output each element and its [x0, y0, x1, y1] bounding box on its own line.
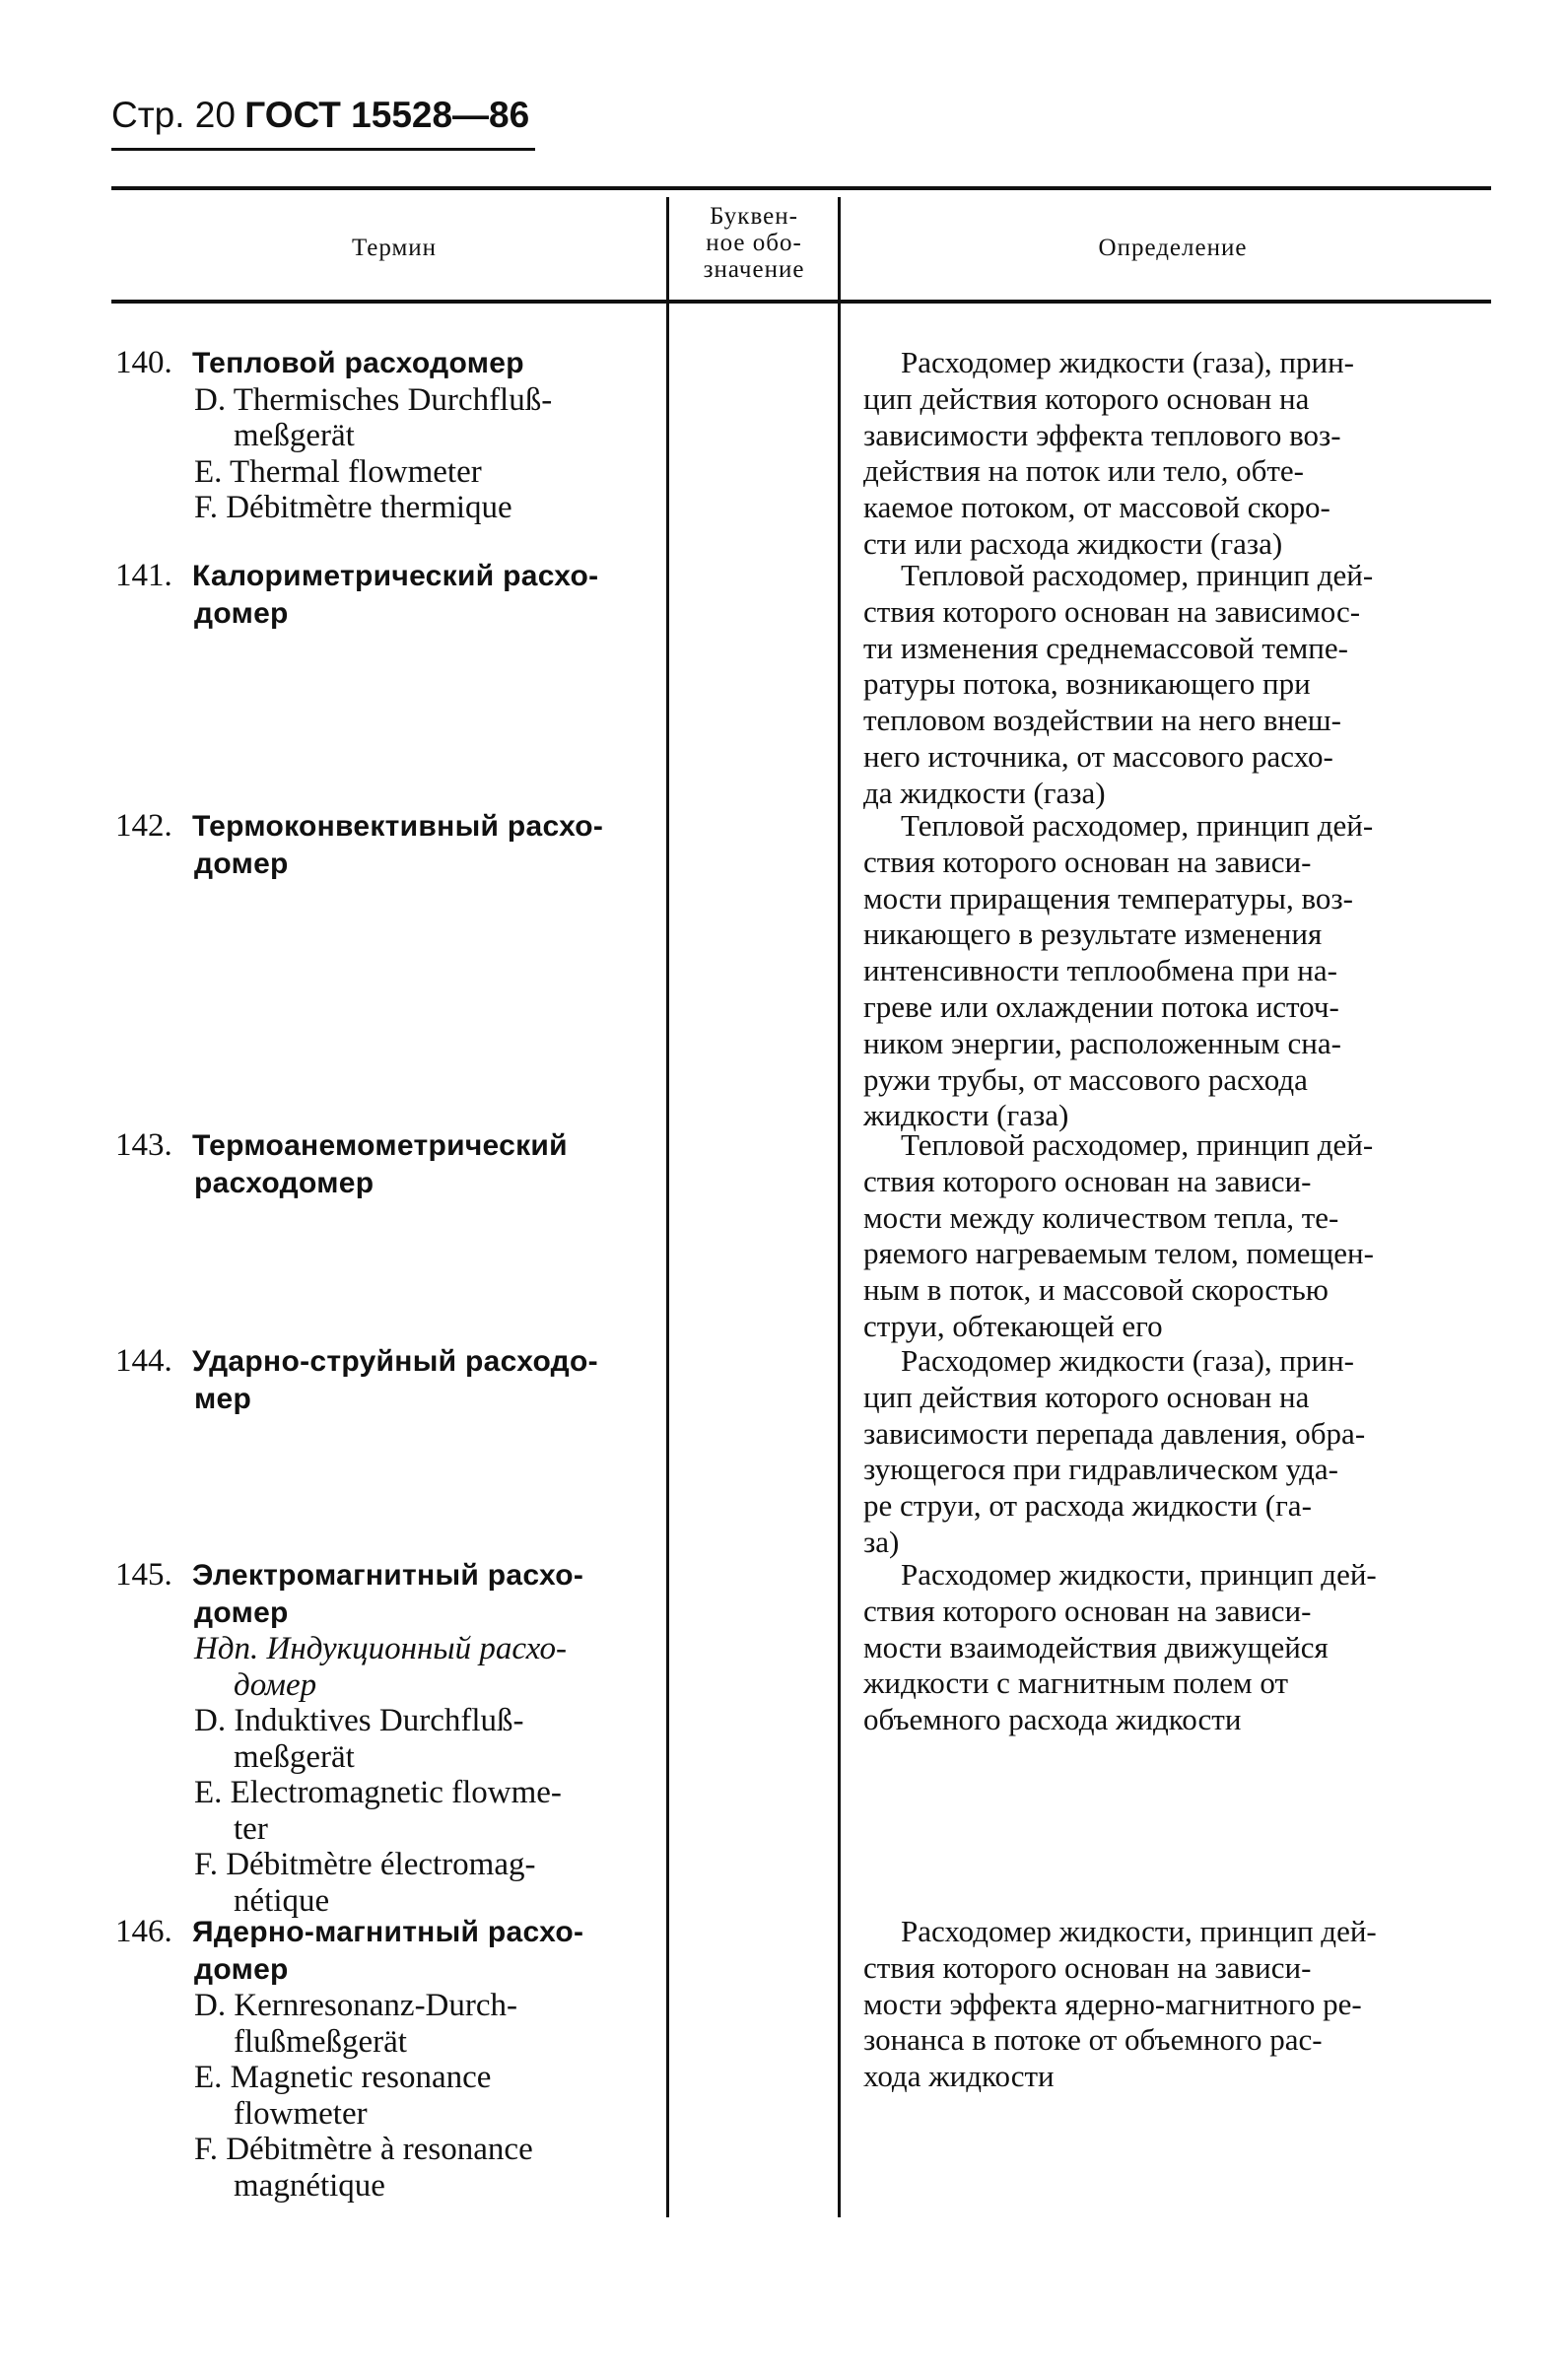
column-header-definition: Определение	[1098, 235, 1248, 261]
standard-code: ГОСТ 15528—86	[244, 95, 530, 135]
term-fr: F. Débitmètre à resonance	[194, 2132, 533, 2167]
definition-line: зонанса в потоке от объемного рас-	[863, 2022, 1323, 2058]
term-142	[115, 808, 657, 882]
definition-line: ствия которого основан на зависи-	[863, 1163, 1312, 1198]
definition-line: ным в поток, и массовой скоростью	[863, 1272, 1329, 1308]
term-145	[115, 1557, 657, 1919]
term-number: 146.	[115, 1914, 172, 1949]
term-140	[115, 345, 657, 526]
definition-line: ником энергии, расположенным сна-	[863, 1025, 1341, 1060]
term-number: 145.	[115, 1557, 172, 1593]
term-text-line	[115, 1381, 657, 1418]
definition-line: греве или охлаждении потока источ-	[863, 988, 1339, 1024]
term-text-line: домер	[194, 847, 289, 880]
definition-140	[863, 345, 1504, 563]
term-text-line	[115, 846, 657, 883]
definition-line: зависимости эффекта теплового воз-	[863, 417, 1341, 452]
term-name: Калориметрический расхо-	[192, 560, 599, 592]
definition-line: никающего в результате изменения	[863, 916, 1323, 952]
term-text-line: flußmeßgerät	[234, 2023, 407, 2060]
term-text-line: домер	[194, 596, 289, 630]
definition-line: Тепловой расходомер, принцип дей-	[901, 808, 1374, 843]
page-number: Стр. 20	[111, 95, 236, 135]
definition-line: мости взаимодействия движущейся	[863, 1629, 1329, 1664]
term-name: Термоконвективный расхо-	[192, 810, 604, 843]
term-name: Тепловой расходомер	[192, 347, 524, 379]
definition-142	[863, 808, 1504, 1134]
definition-line: него источника, от массового расхо-	[863, 738, 1333, 774]
definition-line: объемного расхода жидкости	[863, 1702, 1242, 1737]
definition-line: ратуры потока, возникающего при	[863, 666, 1311, 702]
term-text-line	[115, 1951, 657, 1989]
term-text-line	[115, 595, 657, 633]
term-text-line: мер	[194, 1382, 252, 1415]
term-name: Термоанемометрический	[192, 1129, 568, 1162]
term-text-line: flowmeter	[234, 2095, 368, 2132]
term-143	[115, 1127, 657, 1201]
definition-line: цип действия которого основан на	[863, 380, 1310, 416]
definition-141	[863, 558, 1504, 812]
definition-line: Расходомер жидкости (газа), прин-	[901, 345, 1354, 379]
term-en: E. Electromagnetic flowme-	[194, 1775, 562, 1810]
definition-line: мости приращения температуры, воз-	[863, 880, 1353, 916]
definition-line: ствия которого основан на зависи-	[863, 1949, 1312, 1985]
definition-line: за)	[863, 1524, 900, 1559]
term-de: D. Thermisches Durchfluß-	[194, 381, 553, 418]
definition-line: Тепловой расходомер, принцип дей-	[901, 558, 1374, 592]
definition-line: сти или расхода жидкости (газа)	[863, 525, 1283, 561]
term-141	[115, 558, 657, 632]
definition-line: интенсивности теплообмена при на-	[863, 953, 1337, 988]
term-en: E. Magnetic resonance	[194, 2060, 492, 2095]
definition-line: Расходомер жидкости (газа), прин-	[901, 1343, 1354, 1378]
definition-145	[863, 1557, 1504, 1738]
term-fr: F. Débitmètre électromag-	[194, 1847, 536, 1882]
definition-line: Расходомер жидкости, принцип дей-	[901, 1914, 1377, 1948]
definition-line: мости эффекта ядерно-магнитного ре-	[863, 1986, 1362, 2021]
term-number: 143.	[115, 1127, 172, 1163]
definition-line: ре струи, от расхода жидкости (га-	[863, 1488, 1312, 1524]
definition-line: тепловом воздействии на него внеш-	[863, 703, 1341, 738]
term-text-line: ter	[234, 1810, 268, 1847]
term-text-line: nétique	[234, 1882, 330, 1919]
header-rule	[111, 148, 535, 151]
column-header-term: Термин	[351, 235, 438, 261]
term-number: 141.	[115, 558, 172, 593]
term-text-line: домер	[194, 1952, 289, 1986]
term-de: D. Kernresonanz-Durch-	[194, 1988, 518, 2023]
table-header-rule	[111, 300, 1491, 304]
term-de-cont: meßgerät	[234, 418, 355, 453]
definition-146	[863, 1914, 1504, 2095]
definition-line: струи, обтекающей его	[863, 1308, 1163, 1343]
definition-line: ствия которого основан на зависимос-	[863, 593, 1361, 629]
term-text-line: meßgerät	[234, 1738, 355, 1775]
definition-line: цип действия которого основан на	[863, 1379, 1310, 1414]
term-144	[115, 1343, 657, 1417]
term-number: 140.	[115, 345, 172, 380]
definition-line: мости между количеством тепла, те-	[863, 1199, 1339, 1235]
definition-line: Расходомер жидкости, принцип дей-	[901, 1557, 1377, 1592]
definition-line: ствия которого основан на зависи-	[863, 1593, 1312, 1628]
definition-line: жидкости с магнитным полем от	[863, 1665, 1289, 1701]
page-header	[111, 95, 529, 137]
definition-143	[863, 1127, 1504, 1345]
definition-line: ти изменения среднемассовой темпе-	[863, 630, 1348, 665]
definition-line: ряемого нагреваемым телом, помещен-	[863, 1236, 1374, 1271]
term-text-line	[115, 1165, 657, 1202]
term-number: 142.	[115, 808, 172, 844]
term-text-line: magnétique	[234, 2167, 385, 2204]
term-name: Ударно-струйный расходо-	[192, 1345, 598, 1378]
term-fr: F. Débitmètre thermique	[194, 490, 512, 525]
term-text-line: домер	[194, 1595, 289, 1629]
definition-144	[863, 1343, 1504, 1561]
term-name: Электромагнитный расхо-	[192, 1559, 584, 1592]
definition-line: ружи трубы, от массового расхода	[863, 1061, 1308, 1097]
nonpreferred-term: Ндп. Индукционный расхо-	[194, 1631, 567, 1666]
column-header-symbol: Буквен- ное обо- значение	[703, 203, 805, 283]
term-text-line: расходомер	[194, 1166, 375, 1199]
term-en: E. Thermal flowmeter	[194, 453, 482, 490]
definition-line: Тепловой расходомер, принцип дей-	[901, 1127, 1374, 1162]
definition-line: действия на поток или тело, обте-	[863, 453, 1304, 489]
term-de: D. Induktives Durchfluß-	[194, 1703, 524, 1738]
definition-line: каемое потоком, от массовой скоро-	[863, 490, 1330, 525]
table-top-rule	[111, 186, 1491, 190]
column-divider-left	[666, 197, 669, 2217]
definition-line: зующегося при гидравлическом уда-	[863, 1452, 1338, 1487]
term-146	[115, 1914, 657, 2204]
column-divider-right	[838, 197, 841, 2217]
definition-line: жидкости (газа)	[863, 1098, 1069, 1133]
term-text-line: домер	[234, 1666, 317, 1703]
definition-line: ствия которого основан на зависи-	[863, 844, 1312, 879]
definition-line: да жидкости (газа)	[863, 775, 1106, 810]
term-text-line	[115, 1595, 657, 1632]
term-name: Ядерно-магнитный расхо-	[192, 1916, 584, 1948]
definition-line: хода жидкости	[863, 2059, 1055, 2094]
term-text-line	[115, 1631, 657, 1667]
definition-line: зависимости перепада давления, обра-	[863, 1415, 1366, 1451]
term-number: 144.	[115, 1343, 172, 1379]
